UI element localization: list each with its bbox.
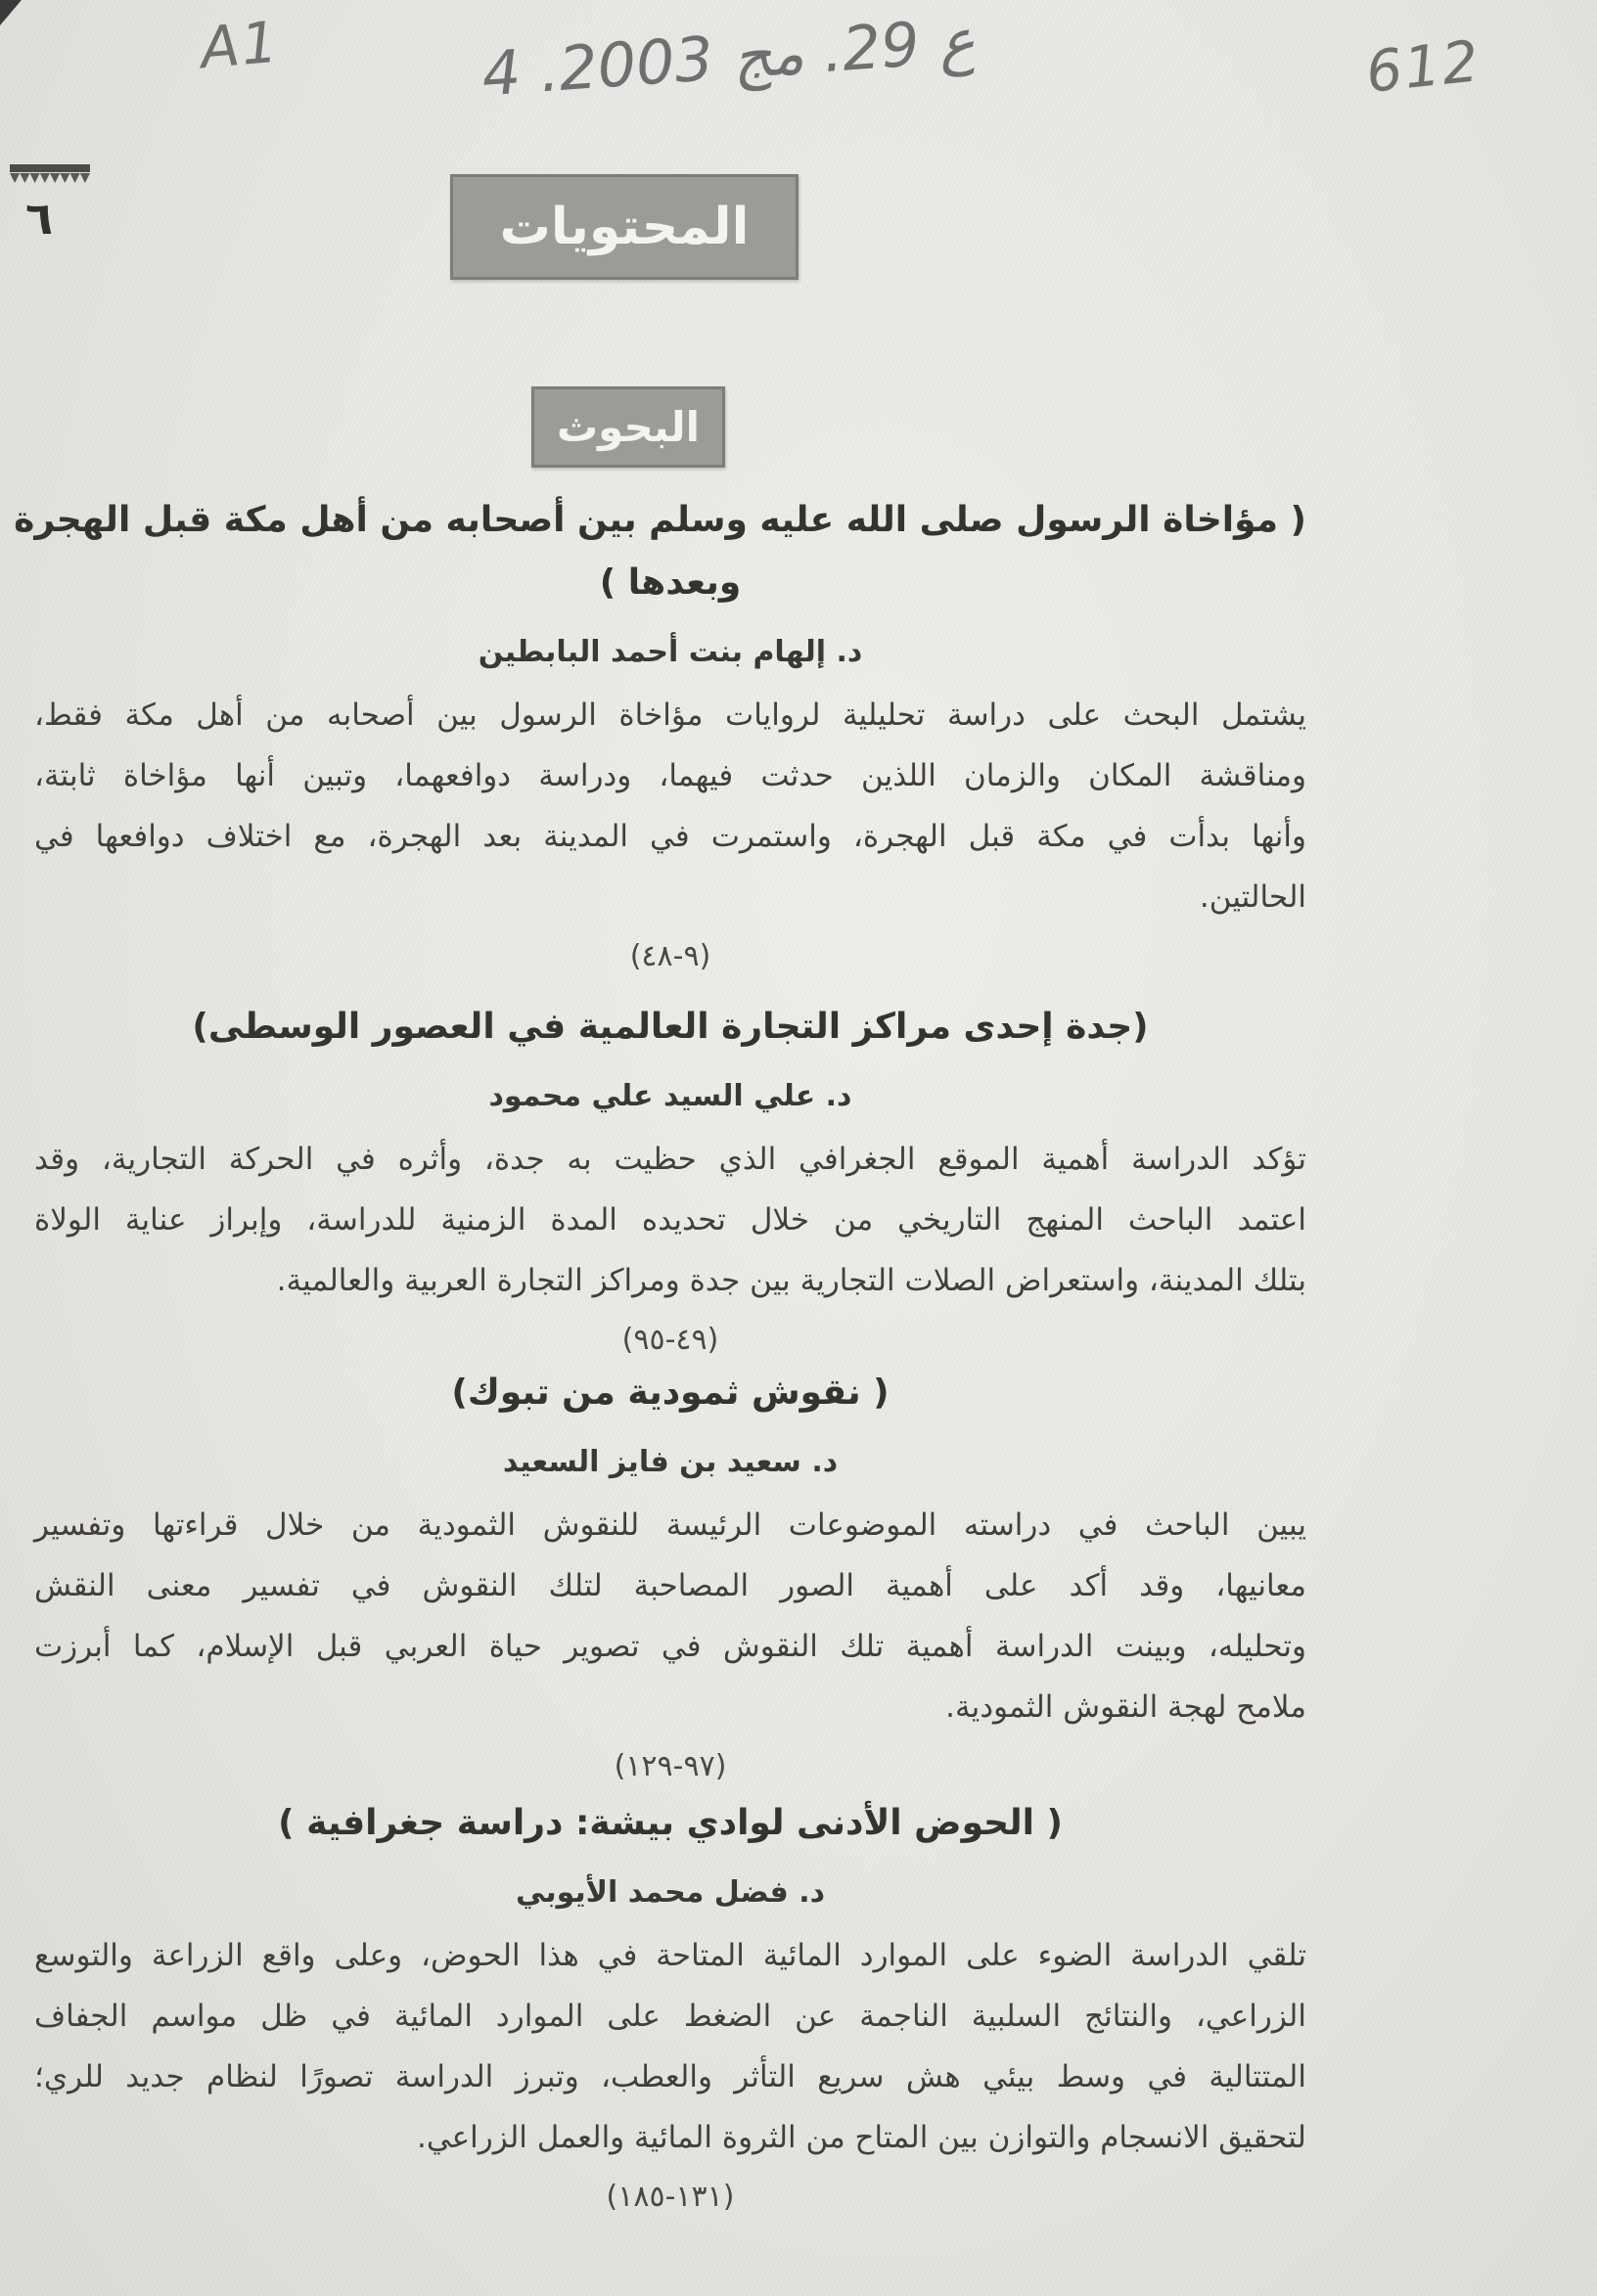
abstract-line: وأنها بدأت في مكة قبل الهجرة، واستمرت في المدينة بعد الهجرة، مع اختلاف دوافعها في bbox=[34, 819, 1306, 854]
abstract-line: بتلك المدينة، واستعراض الصلات التجارية بين جدة ومراكز التجارة العربية والعالمية. bbox=[276, 1263, 1306, 1298]
abstract-line: يشتمل البحث على دراسة تحليلية لروايات مؤاخاة الرسول بين أصحابه من أهل مكة فقط، bbox=[34, 698, 1306, 733]
abstract-line: تلقي الدراسة الضوء على الموارد المائية المتاحة في هذا الحوض، وعلى واقع الزراعة والتوسع bbox=[34, 1938, 1306, 1973]
abstract-line: وتحليله، وبينت الدراسة أهمية تلك النقوش في تصوير حياة العربي قبل الإسلام، كما أبرزت bbox=[34, 1629, 1306, 1664]
article-abstract bbox=[34, 1129, 1306, 1311]
page-number-numeral: ٦ bbox=[25, 192, 54, 245]
abstract-line: تؤكد الدراسة أهمية الموقع الجغرافي الذي حظيت به جدة، وأثره في الحركة التجارية، وقد bbox=[34, 1142, 1306, 1177]
article-entry bbox=[14, 489, 1306, 982]
article-page-range: (٩٧-١٢٩) bbox=[614, 1749, 727, 1783]
article-title-line: (جدة إحدى مراكز التجارة العالمية في العصور الوسطى) bbox=[192, 1007, 1149, 1047]
article-author: د. سعيد بن فايز السعيد bbox=[502, 1445, 839, 1479]
article-title-line: ( نقوش ثمودية من تبوك) bbox=[451, 1373, 890, 1413]
abstract-line: اعتمد الباحث المنهج التاريخي من خلال تحديده المدة الزمنية للدراسة، وإبراز عناية الولاة bbox=[34, 1202, 1306, 1238]
abstract-line: ومناقشة المكان والزمان اللذين حدثت فيهما، ودراسة دوافعهما، وتبين أنها مؤاخاة ثابتة، bbox=[34, 758, 1306, 793]
article-author: د. علي السيد علي محمود bbox=[488, 1079, 852, 1113]
article-title bbox=[14, 489, 1306, 614]
abstract-line: ملامح لهجة النقوش الثمودية. bbox=[945, 1689, 1306, 1725]
handwritten-shelf-mark: A1 bbox=[198, 8, 283, 82]
article-page-range: (٩-٤٨) bbox=[629, 939, 711, 973]
article-author: د. فضل محمد الأيوبي bbox=[515, 1875, 826, 1910]
article-title bbox=[34, 1362, 1306, 1424]
abstract-line: يبين الباحث في دراسته الموضوعات الرئيسة للنقوش الثمودية من خلال قراءتها وتفسير bbox=[34, 1508, 1306, 1543]
abstract-line: الزراعي، والنتائج السلبية الناجمة عن الضغط على الموارد المائية في ظل مواسم الجفاف bbox=[34, 1999, 1306, 2034]
research-heading-label: البحوث bbox=[556, 403, 701, 451]
article-page-range: (١٣١-١٨٥) bbox=[606, 2180, 735, 2214]
article-entry bbox=[34, 1792, 1306, 2223]
abstract-line: الحالتين. bbox=[1199, 879, 1306, 915]
article-title-line: ( الحوض الأدنى لوادي بيشة: دراسة جغرافية ) bbox=[278, 1803, 1063, 1843]
handwritten-issue-volume-year: 4 .ع 29. مج 2003 bbox=[479, 4, 978, 111]
article-title bbox=[34, 1792, 1306, 1855]
handwritten-accession-number: 612 bbox=[1362, 27, 1483, 106]
abstract-line: المتتالية في وسط بيئي هش سريع التأثر والعطب، وتبرز الدراسة تصورًا لنظام جديد للري؛ bbox=[34, 2059, 1306, 2094]
contents-heading-label: المحتويات bbox=[499, 198, 750, 256]
article-abstract bbox=[34, 1925, 1306, 2168]
article-entry bbox=[34, 1362, 1306, 1792]
article-title bbox=[34, 996, 1306, 1058]
article-abstract bbox=[34, 1495, 1306, 1737]
article-page-range: (٤٩-٩٥) bbox=[621, 1323, 719, 1357]
article-author: د. إلهام بنت أحمد البابطين bbox=[478, 635, 863, 669]
article-title-line: وبعدها ) bbox=[599, 563, 742, 603]
abstract-line: لتحقيق الانسجام والتوازن بين المتاح من الثروة المائية والعمل الزراعي. bbox=[416, 2120, 1306, 2155]
article-title-line: ( مؤاخاة الرسول صلى الله عليه وسلم بين أصحابه من أهل مكة قبل الهجرة bbox=[14, 500, 1306, 540]
article-entry bbox=[34, 996, 1306, 1366]
abstract-line: معانيها، وقد أكد على أهمية الصور المصاحبة لتلك النقوش في تفسير معنى النقش bbox=[34, 1568, 1306, 1603]
article-abstract bbox=[34, 685, 1306, 927]
